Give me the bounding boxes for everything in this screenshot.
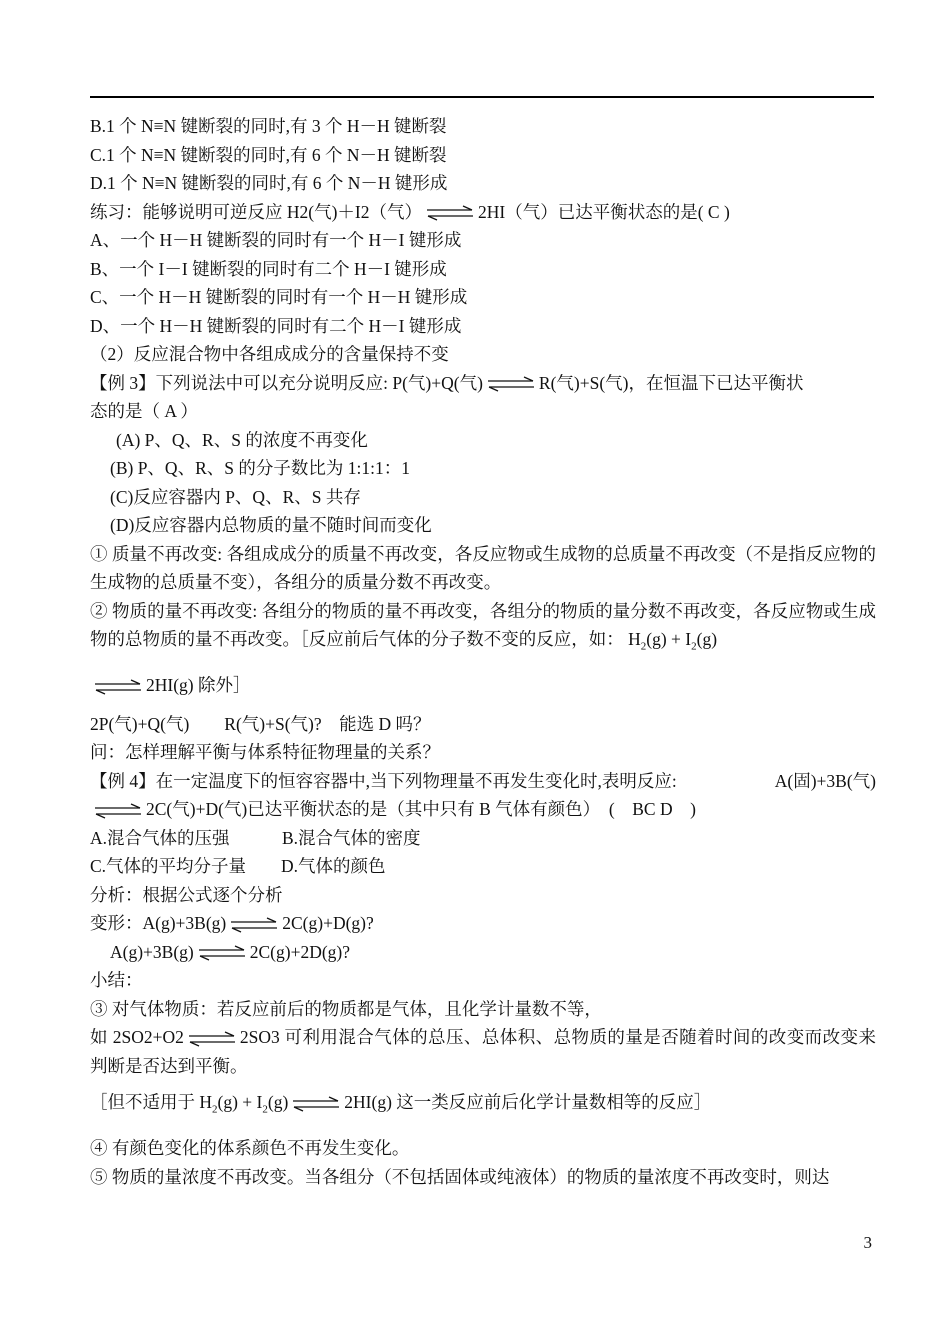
- ex3-text-end: R(气)+S(气)，在恒温下已达平衡状: [538, 372, 804, 393]
- ex3-option-a: (A) P、Q、R、S 的浓度不再变化: [116, 429, 368, 450]
- ex4-text-start: 【例 4】在一定温度下的恒容容器中,当下列物理量不再发生变化时,表明反应:: [90, 770, 677, 791]
- page-number: 3: [863, 1233, 872, 1252]
- document-body: [90, 112, 876, 1191]
- bracket-note: ［但不适用于 $H_2(g) + I_2(g)$ 2HI(g) 这一类反应前后化学计量数相等的反应］: [90, 1092, 712, 1116]
- practice-question: [90, 198, 876, 227]
- example-3-answer: 态的是（ A ）: [90, 401, 198, 421]
- equilibrium-arrow-icon: [93, 679, 143, 695]
- point-4: ④ 有颜色变化的体系颜色不再发生变化。: [90, 1138, 410, 1158]
- ex4-options-1: A.混合气体的压强 B.混合气体的密度: [90, 827, 421, 848]
- summary-label: 小结：: [90, 970, 143, 990]
- point-3: ③ 对气体物质：若反应前后的物质都是气体，且化学计量数不等，: [90, 998, 602, 1019]
- variant-1: 变形：A(g)+3B(g) 2C(g)+D(g)?: [90, 913, 374, 933]
- equilibrium-arrow-icon: [229, 917, 279, 933]
- equilibrium-arrow-icon: [425, 205, 475, 221]
- variant-2: A(g)+3B(g) 2C(g)+2D(g)?: [110, 941, 351, 962]
- practice-option-b: B、一个 I－I 键断裂的同时有二个 H－I 键形成: [90, 258, 447, 279]
- option-c-line: C.1 个 N≡N 键断裂的同时,有 6 个 N－H 键断裂: [90, 144, 447, 165]
- ex4-reactants: A(固)+3B(气): [774, 770, 876, 791]
- point-5: ⑤ 物质的量浓度不再改变。当各组分（不包括固体或纯液体）的物质的量浓度不再改变时，则达: [90, 1166, 830, 1187]
- equilibrium-arrow-icon: [291, 1096, 341, 1112]
- hi-formula: 2HI(g): [146, 675, 194, 695]
- option-b-line: B.1 个 N≡N 键断裂的同时,有 3 个 H－H 键断裂: [90, 116, 447, 136]
- h2-i2-formula: $H_2(g) + I_2(g)$: [628, 629, 718, 653]
- point-3-example: 如 2SO2+O2 2SO3 可利用混合气体的总压、总体积、总物质的量是否随着时间的改变而改变来判断是否达到平衡。: [90, 1027, 876, 1076]
- point-1: ① 质量不再改变: 各组成成分的质量不再改变，各反应物或生成物的总质量不再改变（不是指反应物的生成物的总质量不变），各组分的质量分数不再改变。: [90, 543, 876, 592]
- example-4-question: [90, 767, 876, 796]
- point-2-text: ② 物质的量不再改变: 各组分的物质的量不再改变，各组分的物质的量分数不再改变，各反应物或生成物的总物质的量不再改变。［反应前后气体的分子数不变的反应，如：: [90, 600, 876, 649]
- point-2-continuation: [90, 671, 876, 700]
- ex4-text-end: 2C(气)+D(气)已达平衡状态的是（其中只有 B 气体有颜色） ( BC D ): [146, 799, 696, 819]
- point-2: [90, 597, 876, 662]
- ex3-option-c: (C)反应容器内 P、Q、R、S 共存: [110, 486, 361, 507]
- practice-text-start: 练习：能够说明可逆反应 H2(气)＋I2（气）: [90, 201, 422, 222]
- practice-option-a: A、一个 H－H 键断裂的同时有一个 H－I 键形成: [90, 230, 462, 250]
- header-rule: [90, 96, 874, 98]
- ex4-options-2: C.气体的平均分子量 D.气体的颜色: [90, 856, 386, 876]
- question-line-2: 问：怎样理解平衡与体系特征物理量的关系？: [90, 742, 440, 762]
- ex3-option-d: (D)反应容器内总物质的量不随时间而变化: [110, 515, 432, 535]
- example-4-continuation: [90, 795, 876, 824]
- example-3-question: [90, 369, 876, 398]
- practice-option-d: D、一个 H－H 键断裂的同时有二个 H－I 键形成: [90, 315, 462, 336]
- equilibrium-arrow-icon: [187, 1031, 237, 1047]
- practice-text-end: 2HI（气）已达平衡状态的是( C ): [478, 201, 730, 222]
- equilibrium-arrow-icon: [197, 945, 247, 961]
- point-2-end: 除外］: [198, 675, 251, 695]
- h2-i2-formula: $H_2(g) + I_2(g)$: [199, 1092, 289, 1116]
- option-d-line: D.1 个 N≡N 键断裂的同时,有 6 个 N－H 键形成: [90, 173, 448, 193]
- equilibrium-arrow-icon: [486, 376, 536, 392]
- ex3-option-b: (B) P、Q、R、S 的分子数比为 1:1:1：1: [110, 458, 410, 478]
- analysis-line: 分析：根据公式逐个分析: [90, 884, 283, 905]
- section-2-heading: （2）反应混合物中各组成成分的含量保持不变: [90, 344, 449, 364]
- practice-option-c: C、一个 H－H 键断裂的同时有一个 H－H 键形成: [90, 287, 468, 307]
- question-line-1: 2P(气)+Q(气) R(气)+S(气)? 能选 D 吗？: [90, 713, 431, 734]
- equilibrium-arrow-icon: [93, 803, 143, 819]
- ex3-text-start: 【例 3】下列说法中可以充分说明反应: P(气)+Q(气): [90, 372, 483, 393]
